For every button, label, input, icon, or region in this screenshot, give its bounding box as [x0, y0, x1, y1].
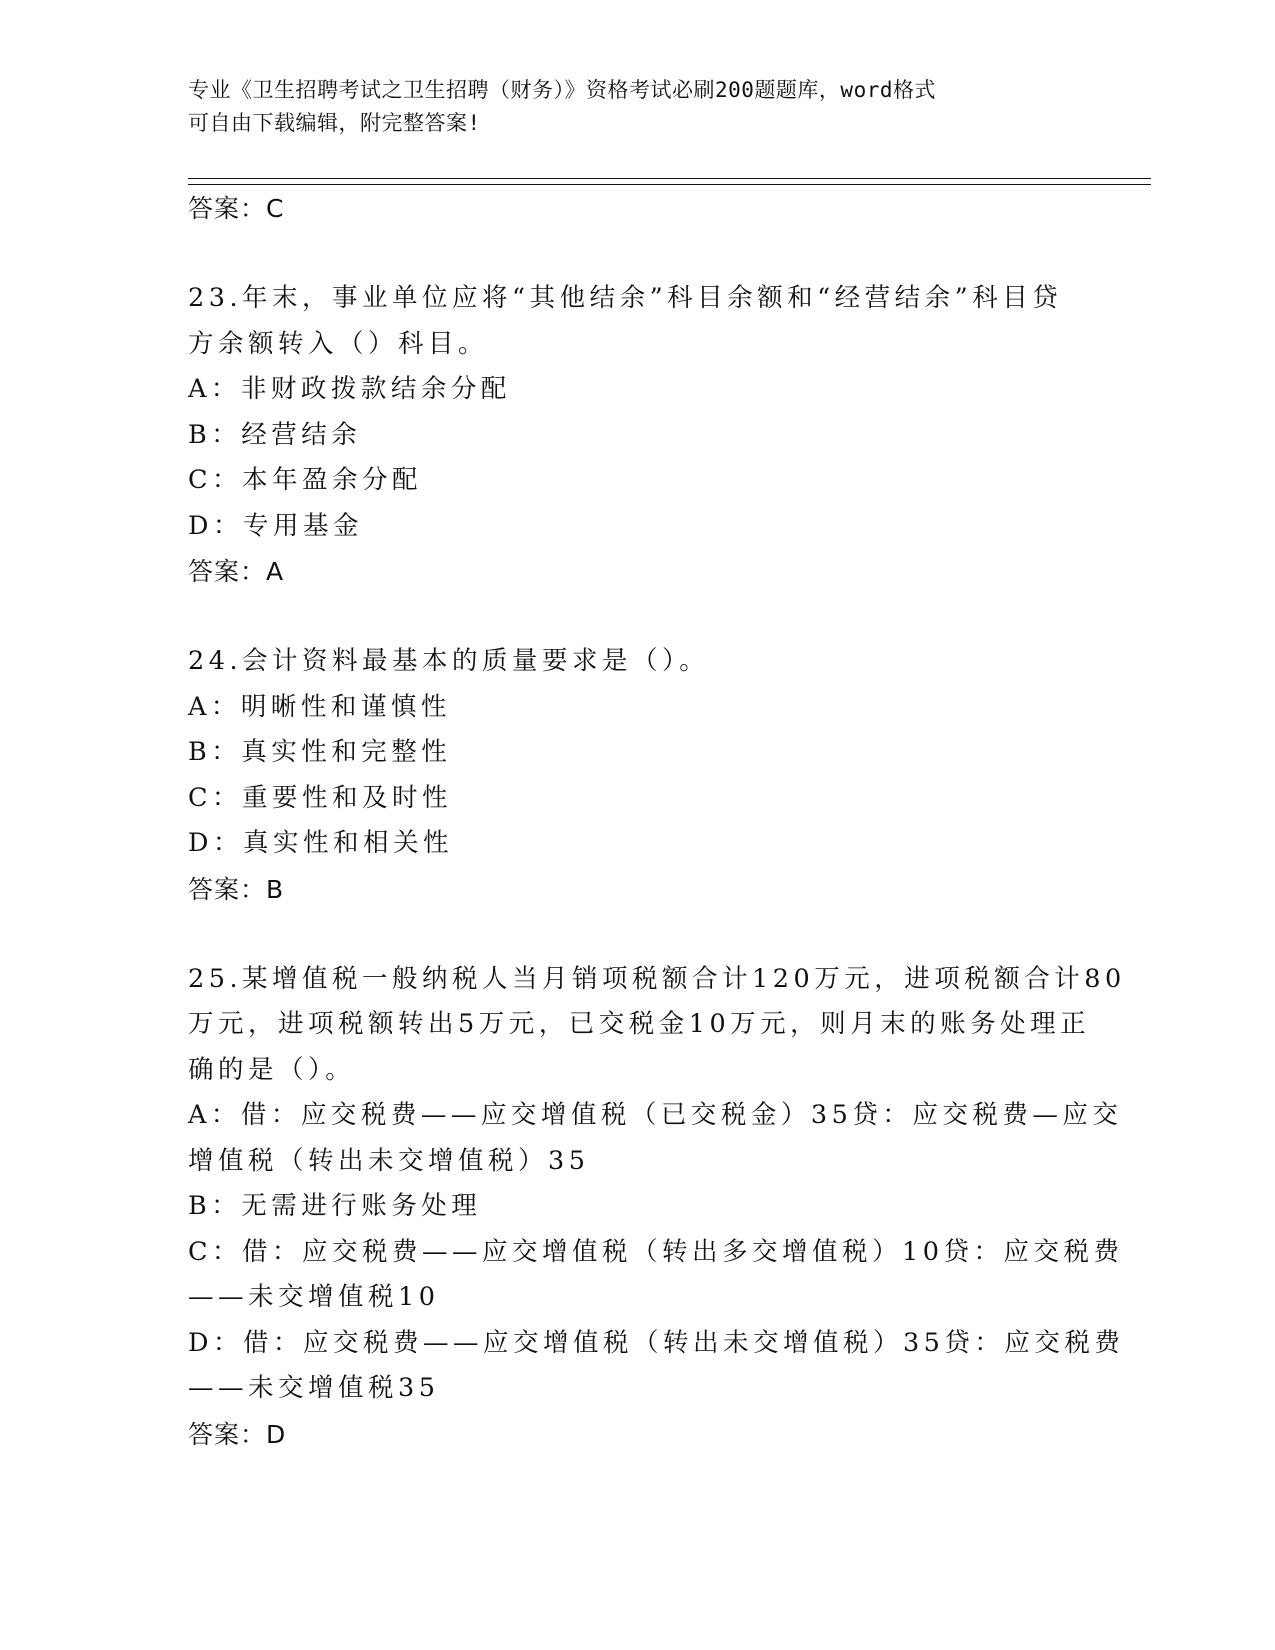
answer-option	[188, 504, 1088, 550]
option-text-line: ——未交增值税10	[188, 1282, 440, 1312]
option-text-line: C：本年盈余分配	[188, 465, 423, 495]
answer-line: 答案：C	[188, 194, 285, 223]
option-text-line: D：借：应交税费——应交增值税（转出未交增值税）35贷：应交税费	[188, 1327, 1125, 1358]
question-stem-line: 万元，进项税额转出5万元，已交税金10万元，则月末的账务处理正	[188, 1009, 1091, 1039]
block-spacer	[188, 913, 1088, 957]
block-spacer	[188, 232, 1088, 276]
header-divider-top	[188, 178, 1151, 179]
answer-option	[188, 685, 1088, 731]
question-stem-line: 确的是（）。	[188, 1054, 356, 1085]
question-stem-line: 25.某增值税一般纳税人当月销项税额合计120万元，进项税额合计80	[188, 963, 1126, 994]
question-list	[188, 186, 1126, 1458]
option-text-line: A：明晰性和谨慎性	[188, 691, 451, 722]
answer-option	[188, 1093, 1123, 1184]
question-stem-line: 方余额转入（）科目。	[188, 328, 489, 359]
question-item	[188, 957, 1126, 1458]
option-text-line: A：非财政拨款结余分配	[188, 374, 511, 404]
option-text-line: C：借：应交税费——应交增值税（转出多交增值税）10贷：应交税费	[188, 1236, 1124, 1267]
answer-option	[188, 730, 1088, 776]
answer-option	[188, 458, 1088, 504]
answer-option	[188, 367, 1088, 413]
answer-line: 答案：A	[188, 557, 285, 586]
block-spacer	[188, 595, 1088, 639]
question-stem-line: 23.年末，事业单位应将“其他结余”科目余额和“经营结余”科目贷	[188, 283, 1063, 313]
option-text-line: B：无需进行账务处理	[188, 1191, 482, 1221]
option-text-line: B：经营结余	[188, 419, 362, 450]
option-text-line: 增值税（转出未交增值税）35	[188, 1145, 590, 1176]
answer-line: 答案：D	[188, 1419, 287, 1449]
answer-option	[188, 413, 1088, 459]
answer-line: 答案：B	[188, 874, 285, 904]
answer-option	[188, 776, 1088, 822]
option-text-line: D：真实性和相关性	[188, 828, 453, 858]
document-header	[188, 74, 1088, 140]
answer-option	[188, 821, 1088, 867]
option-text-line: ——未交增值税35	[188, 1373, 440, 1403]
question-item	[188, 276, 1088, 595]
header-divider-bottom	[188, 184, 1151, 185]
answer-option	[188, 1184, 1088, 1230]
question-stem-line: 24.会计资料最基本的质量要求是（）。	[188, 646, 710, 676]
option-text-line: C：重要性和及时性	[188, 782, 453, 813]
header-line-1: 专业《卫生招聘考试之卫生招聘（财务）》资格考试必刷200题题库，word格式	[188, 78, 936, 102]
option-text-line: A：借：应交税费——应交增值税（已交税金）35贷：应交税费—应交	[188, 1100, 1123, 1130]
answer-option	[188, 1230, 1124, 1321]
header-line-2: 可自由下载编辑，附完整答案!	[188, 111, 481, 135]
answer-option	[188, 1321, 1125, 1412]
option-text-line: D：专用基金	[188, 510, 363, 541]
option-text-line: B：真实性和完整性	[188, 737, 452, 767]
question-item	[188, 639, 1088, 913]
